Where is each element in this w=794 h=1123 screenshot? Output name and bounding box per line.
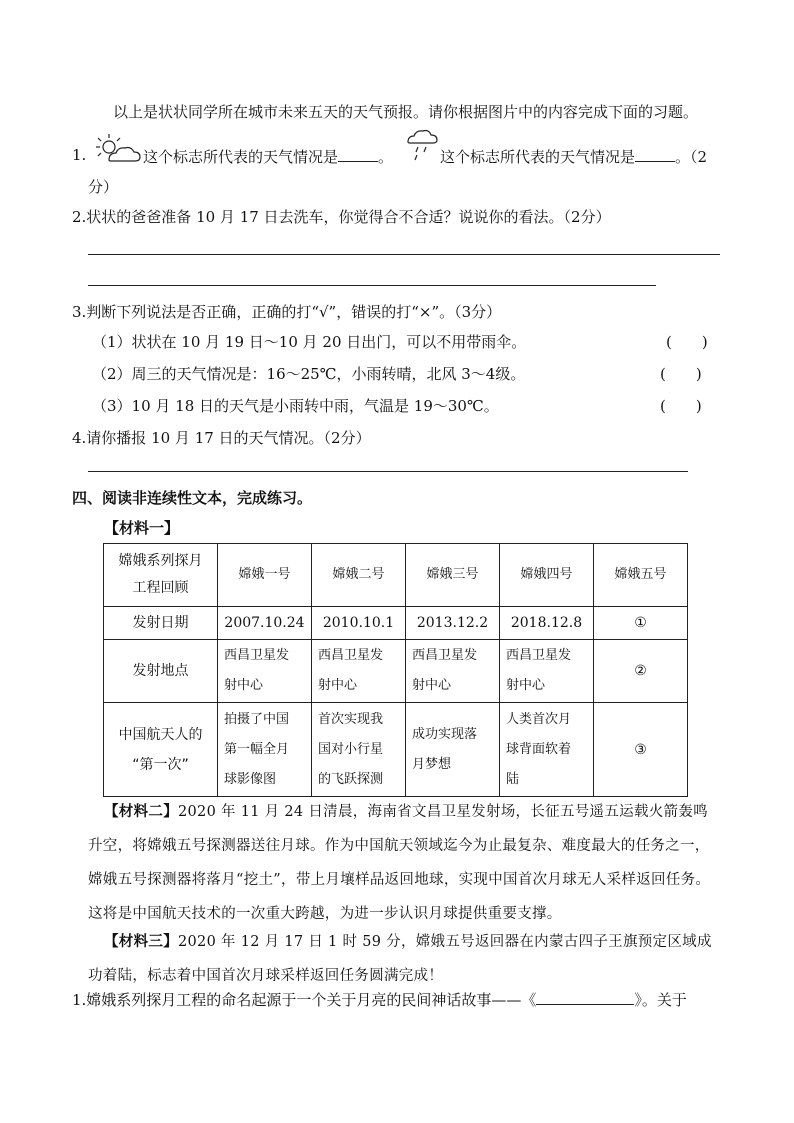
table-cell: 拍摄了中国 第一幅全月 球影像图	[218, 703, 312, 797]
q2-text: 2.状状的爸爸准备 10 月 17 日去洗车，你觉得合不合适？说说你的看法。（2分）	[72, 208, 611, 226]
q-last-answer-blank[interactable]	[536, 1004, 634, 1005]
table-cell-blank-marker[interactable]: ③	[594, 703, 688, 797]
section4-title: 四、阅读非连续性文本，完成练习。	[72, 489, 313, 507]
intro-text: 以上是状状同学所在城市未来五天的天气预报。请你根据图片中的内容完成下面的习题。	[113, 103, 699, 121]
table-row-label: 发射日期	[104, 607, 218, 640]
q4-answer-line[interactable]	[88, 471, 688, 472]
q1-cont: 分）	[88, 178, 119, 196]
q3-paren-3[interactable]: ( )	[660, 397, 702, 415]
table-cell-blank-marker[interactable]: ②	[594, 640, 688, 703]
table-cell: 西昌卫星发 射中心	[500, 640, 594, 703]
q3-item-3: （3）10 月 18 日的天气是小雨转中雨，气温是 19～30℃。	[92, 397, 499, 415]
q1-text-part1: 这个标志所代表的天气情况是	[143, 148, 339, 166]
table-cell: 西昌卫星发 射中心	[218, 640, 312, 703]
material1-table	[103, 543, 688, 797]
table-cell: 成功实现落 月梦想	[406, 703, 500, 797]
q1-separator: 。	[378, 148, 394, 166]
table-header-cell: 嫦娥四号	[500, 544, 594, 607]
q1-answer-blank-1[interactable]	[338, 161, 378, 162]
material2-label: 【材料二】	[104, 803, 178, 820]
table-cell: 首次实现我 国对小行星 的飞跃探测	[312, 703, 406, 797]
q-last-post: 》。关于	[634, 991, 687, 1009]
material3-label: 【材料三】	[104, 933, 178, 950]
table-cell: 2013.12.2	[406, 607, 500, 640]
q2-answer-line-2[interactable]	[88, 285, 656, 286]
table-cell: 西昌卫星发 射中心	[406, 640, 500, 703]
sun-cloud-icon	[95, 132, 141, 166]
table-cell: 2007.10.24	[218, 607, 312, 640]
table-row-label: 中国航天人的 “第一次”	[104, 703, 218, 797]
table-cell: 西昌卫星发 射中心	[312, 640, 406, 703]
table-cell: 2010.10.1	[312, 607, 406, 640]
q1-number: 1.	[72, 146, 87, 164]
material3-text: 2020 年 12 月 17 日 1 时 59 分，嫦娥五号返回器在内蒙古四子王旗预定区域成功着陆，标志着中国首次月球采样返回任务圆满完成！	[88, 934, 712, 984]
q3-item-2: （2）周三的天气情况是：16～25℃，小雨转晴，北风 3～4级。	[92, 365, 526, 383]
material2-text: 2020 年 11 月 24 日清晨，海南省文昌卫星发射场，长征五号遥五运载火箭轰鸣升空，将嫦娥五号探测器送往月球。作为中国航天领域迄今为止最复杂、难度最大的任务之一，嫦娥五号探测器将落月“挖土”，带上月壤样品返回地球，实现中国首次月球无人采样返回任务。这将是中国航天技术的一次重大跨越，为进一步认识月球提供重要支撑。	[88, 804, 711, 922]
q4-text: 4.请你播报 10 月 17 日的天气情况。（2分）	[72, 429, 371, 447]
table-cell: 2018.12.8	[500, 607, 594, 640]
table-header-cell: 嫦娥三号	[406, 544, 500, 607]
q2-answer-line-1[interactable]	[88, 254, 720, 255]
table-cell: 人类首次月 球背面软着 陆	[500, 703, 594, 797]
q1-text-part2: 这个标志所代表的天气情况是	[440, 148, 636, 166]
q3-paren-1[interactable]: ( )	[666, 333, 708, 351]
q3-item-1: （1）状状在 10 月 19 日～10 月 20 日出门，可以不用带雨伞。	[92, 333, 527, 351]
q3-paren-2[interactable]: ( )	[660, 365, 702, 383]
table-header-cell: 嫦娥一号	[218, 544, 312, 607]
table-cell-blank-marker[interactable]: ①	[594, 607, 688, 640]
q-last-pre: 1.嫦娥系列探月工程的命名起源于一个关于月亮的民间神话故事——《	[72, 991, 537, 1009]
rain-cloud-icon	[404, 128, 440, 162]
material2-paragraph	[88, 795, 720, 931]
material1-label: 【材料一】	[104, 519, 180, 537]
q1-answer-blank-2[interactable]	[635, 161, 675, 162]
q3-text: 3.判断下列说法是否正确，正确的打“√”，错误的打“×”。（3分）	[72, 303, 502, 321]
table-row-label: 发射地点	[104, 640, 218, 703]
material3-paragraph	[88, 925, 720, 993]
table-header-cell: 嫦娥二号	[312, 544, 406, 607]
table-header-cell: 嫦娥五号	[594, 544, 688, 607]
q1-end: 。（2	[675, 148, 708, 166]
table-header-cell: 嫦娥系列探月 工程回顾	[104, 544, 218, 607]
